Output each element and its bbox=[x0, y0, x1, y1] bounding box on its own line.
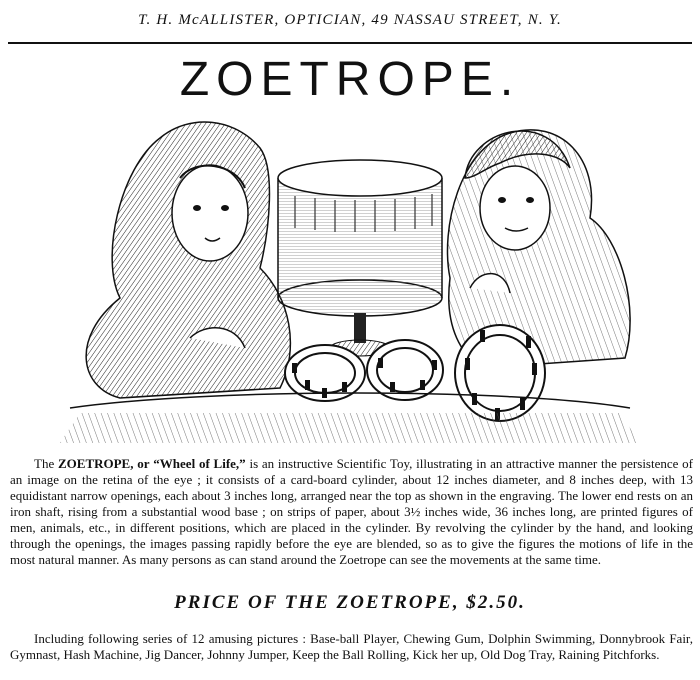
product-nickname: “Wheel of Life,” bbox=[153, 456, 246, 471]
price-line: PRICE OF THE ZOETROPE, $2.50. bbox=[174, 592, 526, 613]
product-name: ZOETROPE, or bbox=[57, 456, 150, 471]
girl-figure bbox=[86, 122, 290, 398]
zoetrope-engraving bbox=[60, 108, 640, 443]
zoetrope-drum bbox=[278, 160, 442, 356]
picture-strips bbox=[285, 325, 545, 421]
description-text: is an instructive Scientific Toy, illustrating in an attractive manner the persistence of an image on the retina of the eye ; it consists of a card-board cylinder, about 12 inches diameter, and 8 inches deep, with 13 equidistant narrow openings, each about 3 inches long, arranged near the top as shown in the engraving. The lower end rests on an iron shaft, rising from a substantial wood base ; on strips of paper, about 3½ inches wide, 36 inches long, are printed figures of men, animals, etc., in different positions, which are placed in the cylinder. By revolving the cylinder by the hand, and looking through the openings, the images passing rapidly before the eye are blended, so as to give the figures the motions of life in the most natural manner. As many persons as can stand around the Zoetrope can see the movements at the same time. bbox=[10, 456, 694, 567]
intro-article: The bbox=[34, 456, 58, 471]
description-paragraph bbox=[10, 456, 693, 568]
page-title: ZOETROPE. bbox=[179, 53, 521, 106]
advertiser-header: T. H. McALLISTER, OPTICIAN, 49 NASSAU STREET, N. Y. bbox=[138, 12, 562, 28]
included-pictures: Including following series of 12 amusing pictures : Base-ball Player, Chewing Gum, Dolphin Swimming, Donnybrook Fair, Gymnast, Hash Machine, Jig Dancer, Johnny Jumper, Keep the Ball Rolling, Kick her up, Old Dog Tray, Raining Pitchforks. bbox=[10, 631, 693, 662]
header-divider bbox=[8, 42, 692, 44]
